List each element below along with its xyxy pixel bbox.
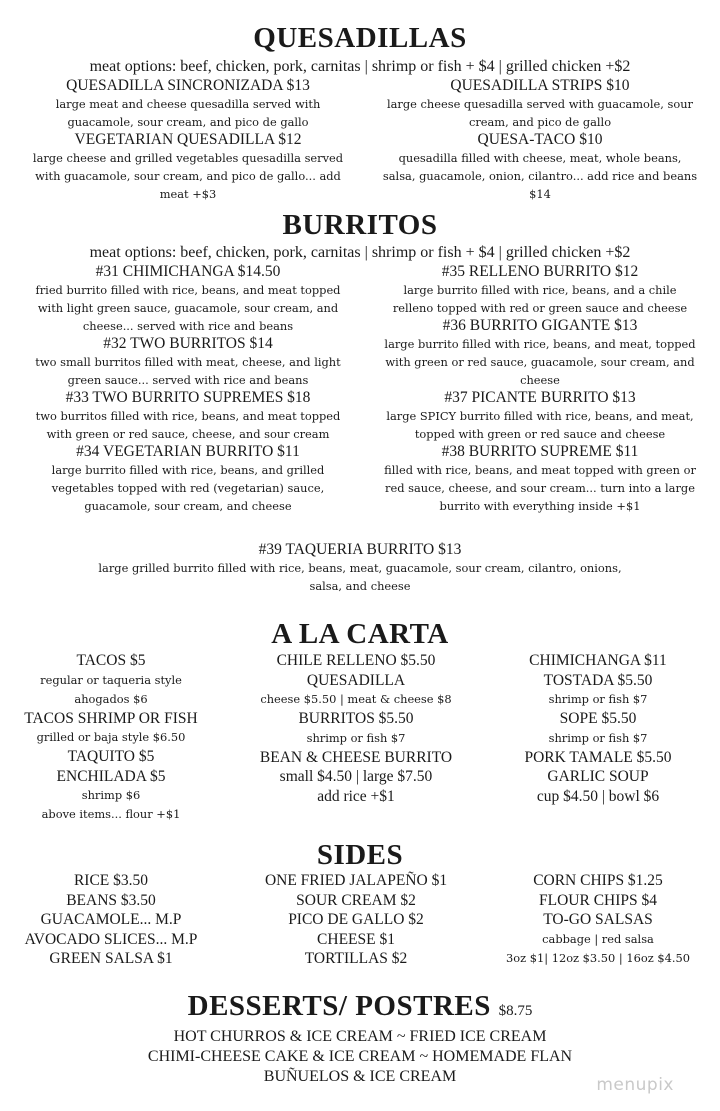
menu-item-title: cup $4.50 | bowl $6	[536, 787, 660, 805]
menu-item-title: add rice +$1	[317, 787, 395, 805]
menu-item-title: #35 RELLENO BURRITO $12	[441, 263, 639, 280]
menu-item-title: #39 TAQUERIA BURRITO $13	[258, 541, 462, 558]
menu-item-title: PICO DE GALLO $2	[288, 911, 424, 929]
menu-item-description: two burritos filled with rice, beans, and meat topped with green or red sauce, cheese, and sour cream	[35, 409, 341, 441]
menu-item-description: large meat and cheese quesadilla served with guacamole, sour cream, and pico de gallo	[55, 97, 321, 129]
watermark-logo: menupix	[596, 1075, 674, 1095]
menu-item-title: #31 CHIMICHANGA $14.50	[95, 263, 281, 280]
menu-item-title: CORN CHIPS $1.25	[533, 872, 663, 889]
menu-item-title: QUESADILLA STRIPS $10	[450, 77, 630, 94]
menu-item-note: ahogados $6	[74, 691, 148, 706]
menu-item-title: #38 BURRITO SUPREME $11	[441, 443, 639, 460]
sides-heading: SIDES	[316, 839, 404, 871]
menu-item-title: CHILE RELLENO $5.50	[276, 652, 436, 669]
menu-item-note: shrimp or fish $7	[548, 730, 648, 745]
desserts-title: DESSERTS/ POSTRES	[187, 990, 491, 1022]
dessert-line: BUÑUELOS & ICE CREAM	[263, 1068, 457, 1085]
menu-item-title: BURRITOS $5.50	[298, 710, 414, 727]
menu-item-description: quesadilla filled with cheese, meat, whole beans, salsa, guacamole, onion, cilantro... add rice and beans $14	[382, 151, 698, 201]
menu-item-title: #32 TWO BURRITOS $14	[103, 335, 273, 352]
menu-item-title: QUESA-TACO $10	[477, 131, 603, 148]
a-la-carta-column-2	[246, 651, 466, 806]
menu-item-description: fried burrito filled with rice, beans, and meat topped with light green sauce, guacamole, sour cream, and cheese... served with rice and beans	[35, 283, 341, 333]
menu-item-title: TAQUITO $5	[67, 748, 155, 765]
menu-item-title: BEANS $3.50	[66, 891, 156, 909]
menu-item-note: shrimp or fish $7	[306, 730, 406, 745]
menu-item-title: GREEN SALSA $1	[49, 950, 173, 968]
burritos-left-column	[22, 263, 354, 515]
menu-item-title: CHIMICHANGA $11	[529, 652, 667, 669]
menu-item-title: AVOCADO SLICES... M.P	[24, 930, 198, 948]
burritos-right-column	[382, 263, 698, 515]
a-la-carta-heading: A LA CARTA	[271, 618, 449, 650]
menu-item-description: large cheese and grilled vegetables quesadilla served with guacamole, sour cream, and pico de gallo... add meat +$3	[32, 151, 344, 201]
a-la-carta-column-1	[6, 651, 216, 824]
sides-column-1	[6, 871, 216, 969]
menu-item-note: regular or taqueria style	[40, 672, 182, 687]
burritos-heading: BURRITOS	[282, 209, 438, 241]
menu-item-description: large burrito filled with rice, beans, and grilled vegetables topped with red (vegetarian) sauce, guacamole, sour cream, and cheese	[51, 463, 325, 513]
menu-item-title: TACOS $5	[76, 652, 146, 669]
menu-item-title: RICE $3.50	[73, 872, 149, 889]
menu-item-title: PORK TAMALE $5.50	[524, 748, 672, 766]
burritos-meat-options: meat options: beef, chicken, pork, carnitas | shrimp or fish + $4 | grilled chicken +$2	[89, 244, 631, 261]
menu-item-title: QUESADILLA SINCRONIZADA $13	[66, 77, 310, 94]
menu-item-title: VEGETARIAN QUESADILLA $12	[74, 131, 302, 148]
menu-item-title: #37 PICANTE BURRITO $13	[444, 389, 636, 406]
menu-item-title: ONE FRIED JALAPEÑO $1	[264, 872, 448, 889]
menu-item-title: GARLIC SOUP	[547, 768, 649, 785]
quesadillas-heading: QUESADILLAS	[253, 22, 467, 54]
menu-item-title: CHEESE $1	[317, 930, 395, 948]
menu-item-note: shrimp $6	[81, 788, 141, 802]
menu-item-note: cheese $5.50 | meat & cheese $8	[260, 692, 452, 706]
menu-item-title: TORTILLAS $2	[304, 950, 408, 968]
menu-item-note: cabbage | red salsa	[542, 931, 654, 946]
menu-item-title: small $4.50 | large $7.50	[279, 768, 433, 785]
dessert-line: CHIMI-CHEESE CAKE & ICE CREAM ~ HOMEMADE FLAN	[147, 1048, 573, 1065]
menu-item-description: large SPICY burrito filled with rice, beans, and meat, topped with green or red sauce and cheese	[386, 409, 694, 441]
menu-item-title: GUACAMOLE... M.P	[40, 911, 182, 929]
menu-item-description: two small burritos filled with meat, cheese, and light green sauce... served with rice and beans	[35, 355, 341, 387]
menu-item-description: large grilled burrito filled with rice, beans, meat, guacamole, sour cream, cilantro, onions, salsa, and cheese	[98, 561, 622, 593]
desserts-price: $8.75	[498, 1003, 533, 1019]
burritos-bottom-item	[96, 541, 624, 595]
menu-item-title: SOPE $5.50	[559, 710, 637, 727]
menu-item-title: #36 BURRITO GIGANTE $13	[442, 317, 638, 334]
menu-item-title: BEAN & CHEESE BURRITO	[259, 748, 453, 766]
dessert-line: HOT CHURROS & ICE CREAM ~ FRIED ICE CREAM	[173, 1028, 547, 1045]
menu-item-title: SOUR CREAM $2	[296, 891, 416, 909]
menu-item-title: FLOUR CHIPS $4	[539, 891, 657, 909]
a-la-carta-column-3	[498, 651, 698, 806]
desserts-heading	[0, 990, 720, 1023]
menu-item-title: TACOS SHRIMP OR FISH	[24, 709, 198, 727]
menu-item-title: QUESADILLA	[306, 671, 406, 689]
menu-item-title: TO-GO SALSAS	[543, 911, 653, 929]
menu-item-note: grilled or baja style $6.50	[36, 730, 186, 744]
menu-item-note: shrimp or fish $7	[548, 692, 648, 706]
sides-column-3	[498, 871, 698, 969]
menu-item-title: ENCHILADA $5	[56, 767, 166, 785]
menu-item-description: large cheese quesadilla served with guacamole, sour cream, and pico de gallo	[387, 97, 693, 129]
menu-item-description: large burrito filled with rice, beans, and a chile relleno topped with red or green sauce and cheese	[392, 283, 688, 315]
menu-item-title: #33 TWO BURRITO SUPREMES $18	[65, 389, 311, 406]
menu-item-title: #34 VEGETARIAN BURRITO $11	[76, 443, 300, 460]
menu-item-description: large burrito filled with rice, beans, and meat, topped with green or red sauce, guacamole, sour cream, and cheese	[384, 337, 696, 387]
sides-column-2	[246, 871, 466, 969]
menu-item-description: filled with rice, beans, and meat topped with green or red sauce, cheese, and sour cream... turn into a large burrito with everything inside +$1	[384, 463, 696, 513]
menu-item-note: above items... flour +$1	[41, 807, 181, 821]
quesadillas-left-column	[22, 77, 354, 203]
quesadillas-meat-options: meat options: beef, chicken, pork, carnitas | shrimp or fish + $4 | grilled chicken +$2	[89, 58, 631, 75]
menu-item-title: TOSTADA $5.50	[543, 671, 653, 689]
menu-item-note: 3oz $1| 12oz $3.50 | 16oz $4.50	[506, 951, 690, 966]
quesadillas-right-column	[382, 77, 698, 203]
